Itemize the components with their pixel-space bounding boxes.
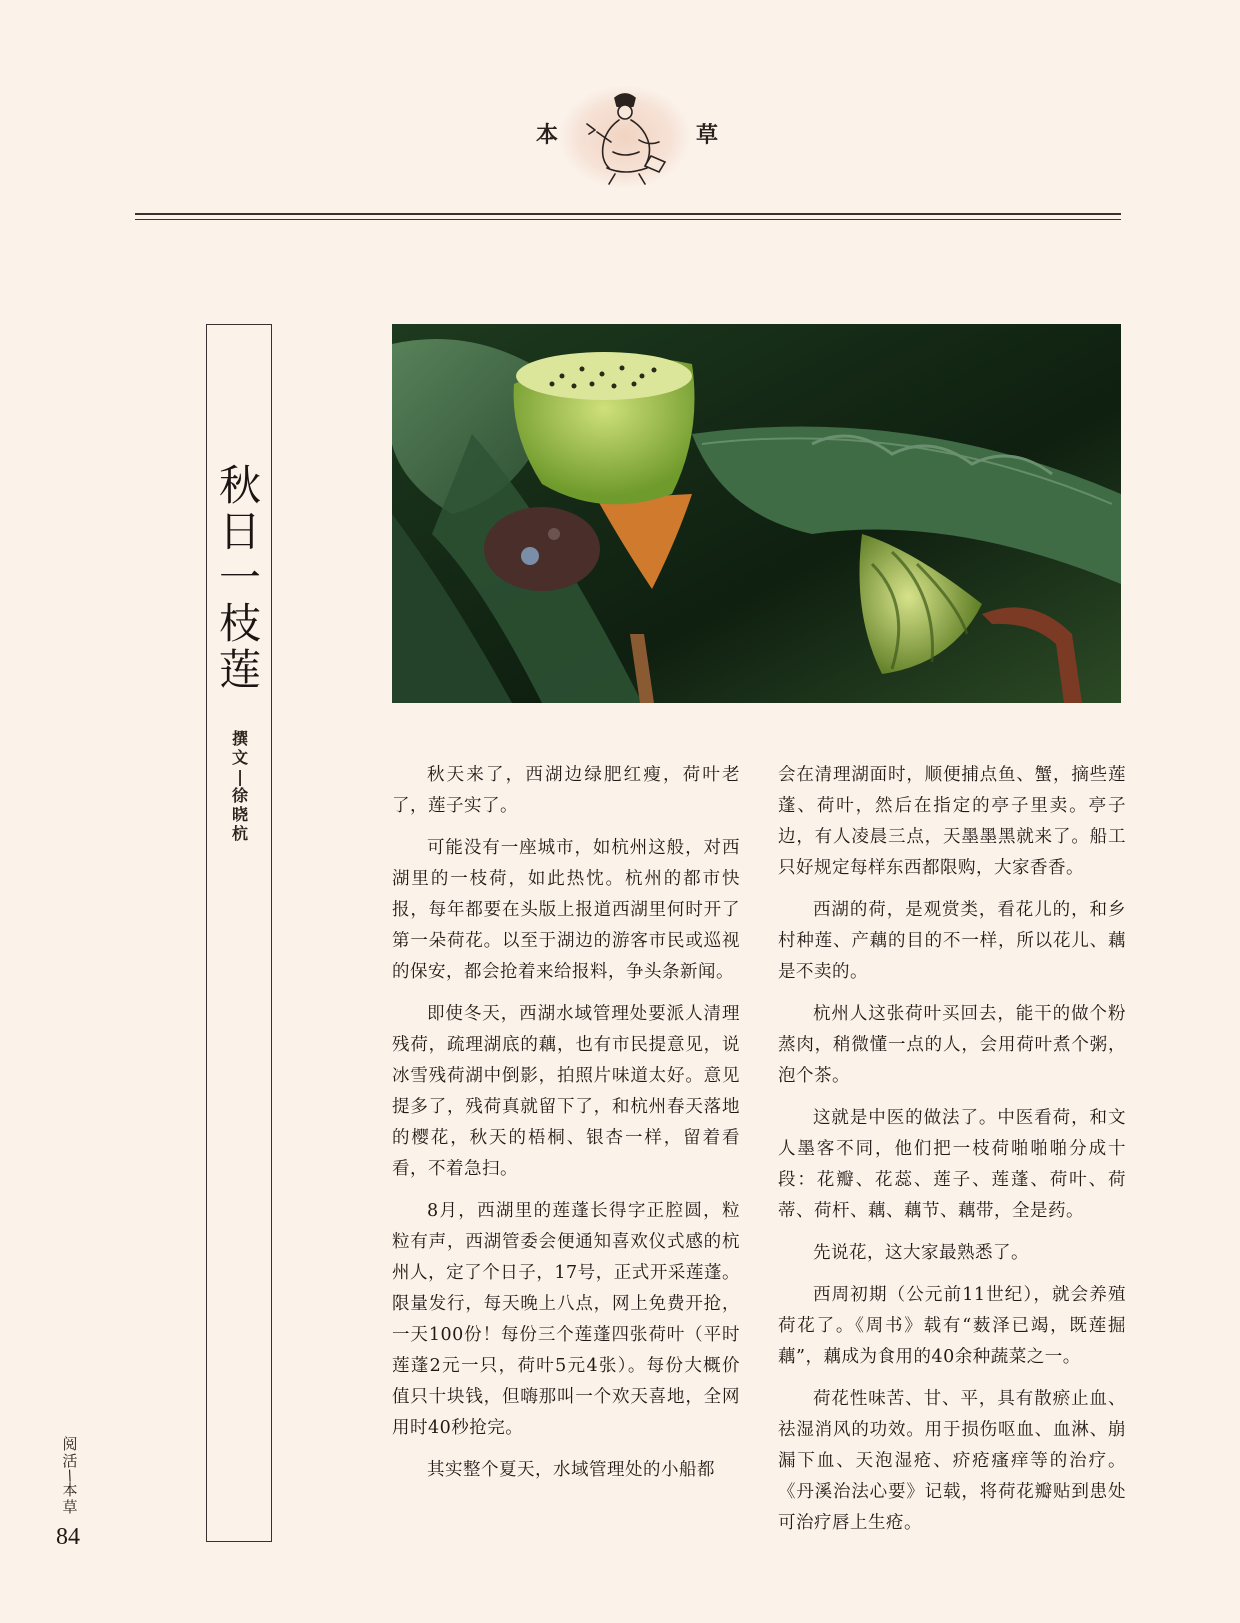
byline-char: 晓: [231, 805, 248, 824]
byline-char: 徐: [231, 786, 248, 805]
section-char: 草: [62, 1498, 78, 1516]
paragraph: 西湖的荷，是观赏类，看花儿的，和乡村种莲、产藕的目的不一样，所以花儿、藕是不卖的。: [778, 900, 1126, 982]
byline-char: |: [237, 767, 243, 786]
paragraph: 荷花性味苦、甘、平，具有散瘀止血、祛湿消风的功效。用于损伤呕血、血淋、崩漏下血、天泡湿疮、疥疮瘙痒等的治疗。《丹溪治法心要》记载，将荷花瓣贴到患处可治疗唇上生疮。: [778, 1389, 1126, 1533]
paragraph: 8月，西湖里的莲蓬长得字正腔圆，粒粒有声，西湖管委会便通知喜欢仪式感的杭州人，定了个日子，17号，正式开采莲蓬。限量发行，每天晚上八点，网上免费开抢，一天100份！每份三个莲蓬四张荷叶（平时莲蓬2元一只，荷叶5元4张）。每份大概价值只十块钱，但嗨那叫一个欢天喜地，全网用时40秒抢完。: [392, 1201, 740, 1438]
paragraph: 其实整个夏天，水域管理处的小船都: [427, 1460, 715, 1480]
title-char: 一: [218, 553, 261, 602]
article-title: [207, 463, 273, 693]
section-separator: /: [65, 1467, 75, 1485]
magazine-section-label: [58, 1436, 82, 1516]
header-rule-thick: [135, 213, 1121, 215]
header-left-char: 本: [536, 122, 559, 148]
article-byline: [207, 729, 273, 843]
paragraph: 西周初期（公元前11世纪），就会养殖荷花了。《周书》载有“薮泽已竭，既莲掘藕”，藕成为食用的40余种蔬菜之一。: [778, 1285, 1126, 1367]
lotus-seedpod-photo: [392, 324, 1121, 703]
byline-char: 文: [231, 748, 248, 767]
magazine-char: 阅: [62, 1435, 78, 1453]
paragraph: 先说花，这大家最熟悉了。: [813, 1243, 1029, 1263]
header-emblem-illustration: [555, 82, 695, 192]
paragraph: 这就是中医的做法了。中医看荷，和文人墨客不同，他们把一枝荷啪啪啪分成十段：花瓣、花蕊、莲子、莲蓬、荷叶、荷蒂、荷杆、藕、藕节、藕带，全是药。: [778, 1108, 1126, 1221]
byline-char: 撰: [231, 729, 248, 748]
title-box: [206, 324, 272, 1542]
title-char: 枝: [218, 599, 261, 648]
paragraph: 杭州人这张荷叶买回去，能干的做个粉蒸肉，稍微懂一点的人，会用荷叶煮个粥，泡个茶。: [778, 1004, 1126, 1086]
title-char: 莲: [218, 645, 261, 694]
magazine-char: 活: [62, 1452, 78, 1470]
header-rule-thin: [135, 219, 1121, 220]
page-number: 84: [56, 1524, 80, 1550]
paragraph: 即使冬天，西湖水域管理处要派人清理残荷，疏理湖底的藕，也有市民提意见，说冰雪残荷湖中倒影，拍照片味道太好。意见提多了，残荷真就留下了，和杭州春天落地的樱花，秋天的梧桐、银杏一样，留着看看，不着急扫。: [392, 1004, 740, 1179]
title-char: 日: [218, 507, 261, 556]
article-column-left: [392, 760, 740, 1497]
paragraph: 可能没有一座城市，如杭州这般，对西湖里的一枝荷，如此热忱。杭州的都市快报，每年都要在头版上报道西湖里何时开了第一朵荷花。以至于湖边的游客市民或巡视的保安，都会抢着来给报料，争头条新闻。: [392, 838, 740, 982]
byline-char: 杭: [231, 824, 248, 843]
article-column-right: [778, 760, 1126, 1550]
header-right-char: 草: [696, 122, 719, 148]
paragraph-continued: 会在清理湖面时，顺便捕点鱼、蟹，摘些莲蓬、荷叶，然后在指定的亭子里卖。亭子边，有人凌晨三点，天墨墨黑就来了。船工只好规定每样东西都限购，大家香香。: [778, 765, 1126, 878]
paragraph: 秋天来了，西湖边绿肥红瘦，荷叶老了，莲子实了。: [392, 765, 740, 816]
title-char: 秋: [218, 461, 261, 510]
section-char: 本: [62, 1481, 78, 1499]
